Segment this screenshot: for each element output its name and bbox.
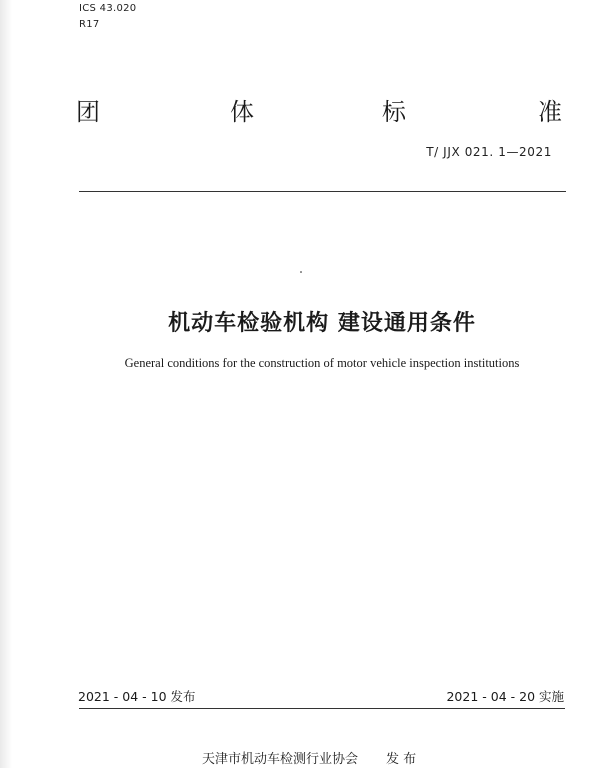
page-edge-shadow	[0, 0, 12, 768]
standard-type-char-4: 准	[538, 98, 562, 126]
publisher-action: 发 布	[386, 752, 417, 767]
standard-type-char-1: 团	[76, 98, 100, 126]
standard-type-heading	[70, 92, 570, 128]
standard-number: T/ JJX 021. 1—2021	[426, 145, 552, 159]
ccs-code: R17	[79, 19, 100, 30]
title-english: General conditions for the construction of motor vehicle inspection institutions	[124, 356, 520, 370]
title-chinese: 机动车检验机构 建设通用条件	[168, 311, 476, 336]
standard-type-char-3: 标	[382, 98, 406, 126]
scan-speck	[300, 271, 302, 273]
issue-date: 2021 - 04 - 10 发布	[78, 689, 196, 704]
implementation-date: 2021 - 04 - 20 实施	[446, 689, 564, 704]
ics-code: ICS 43.020	[79, 3, 137, 14]
top-divider	[79, 191, 566, 192]
publisher-name: 天津市机动车检测行业协会	[202, 752, 359, 767]
bottom-divider	[79, 708, 565, 709]
publisher-line	[202, 748, 416, 767]
standard-type-char-2: 体	[230, 98, 254, 126]
